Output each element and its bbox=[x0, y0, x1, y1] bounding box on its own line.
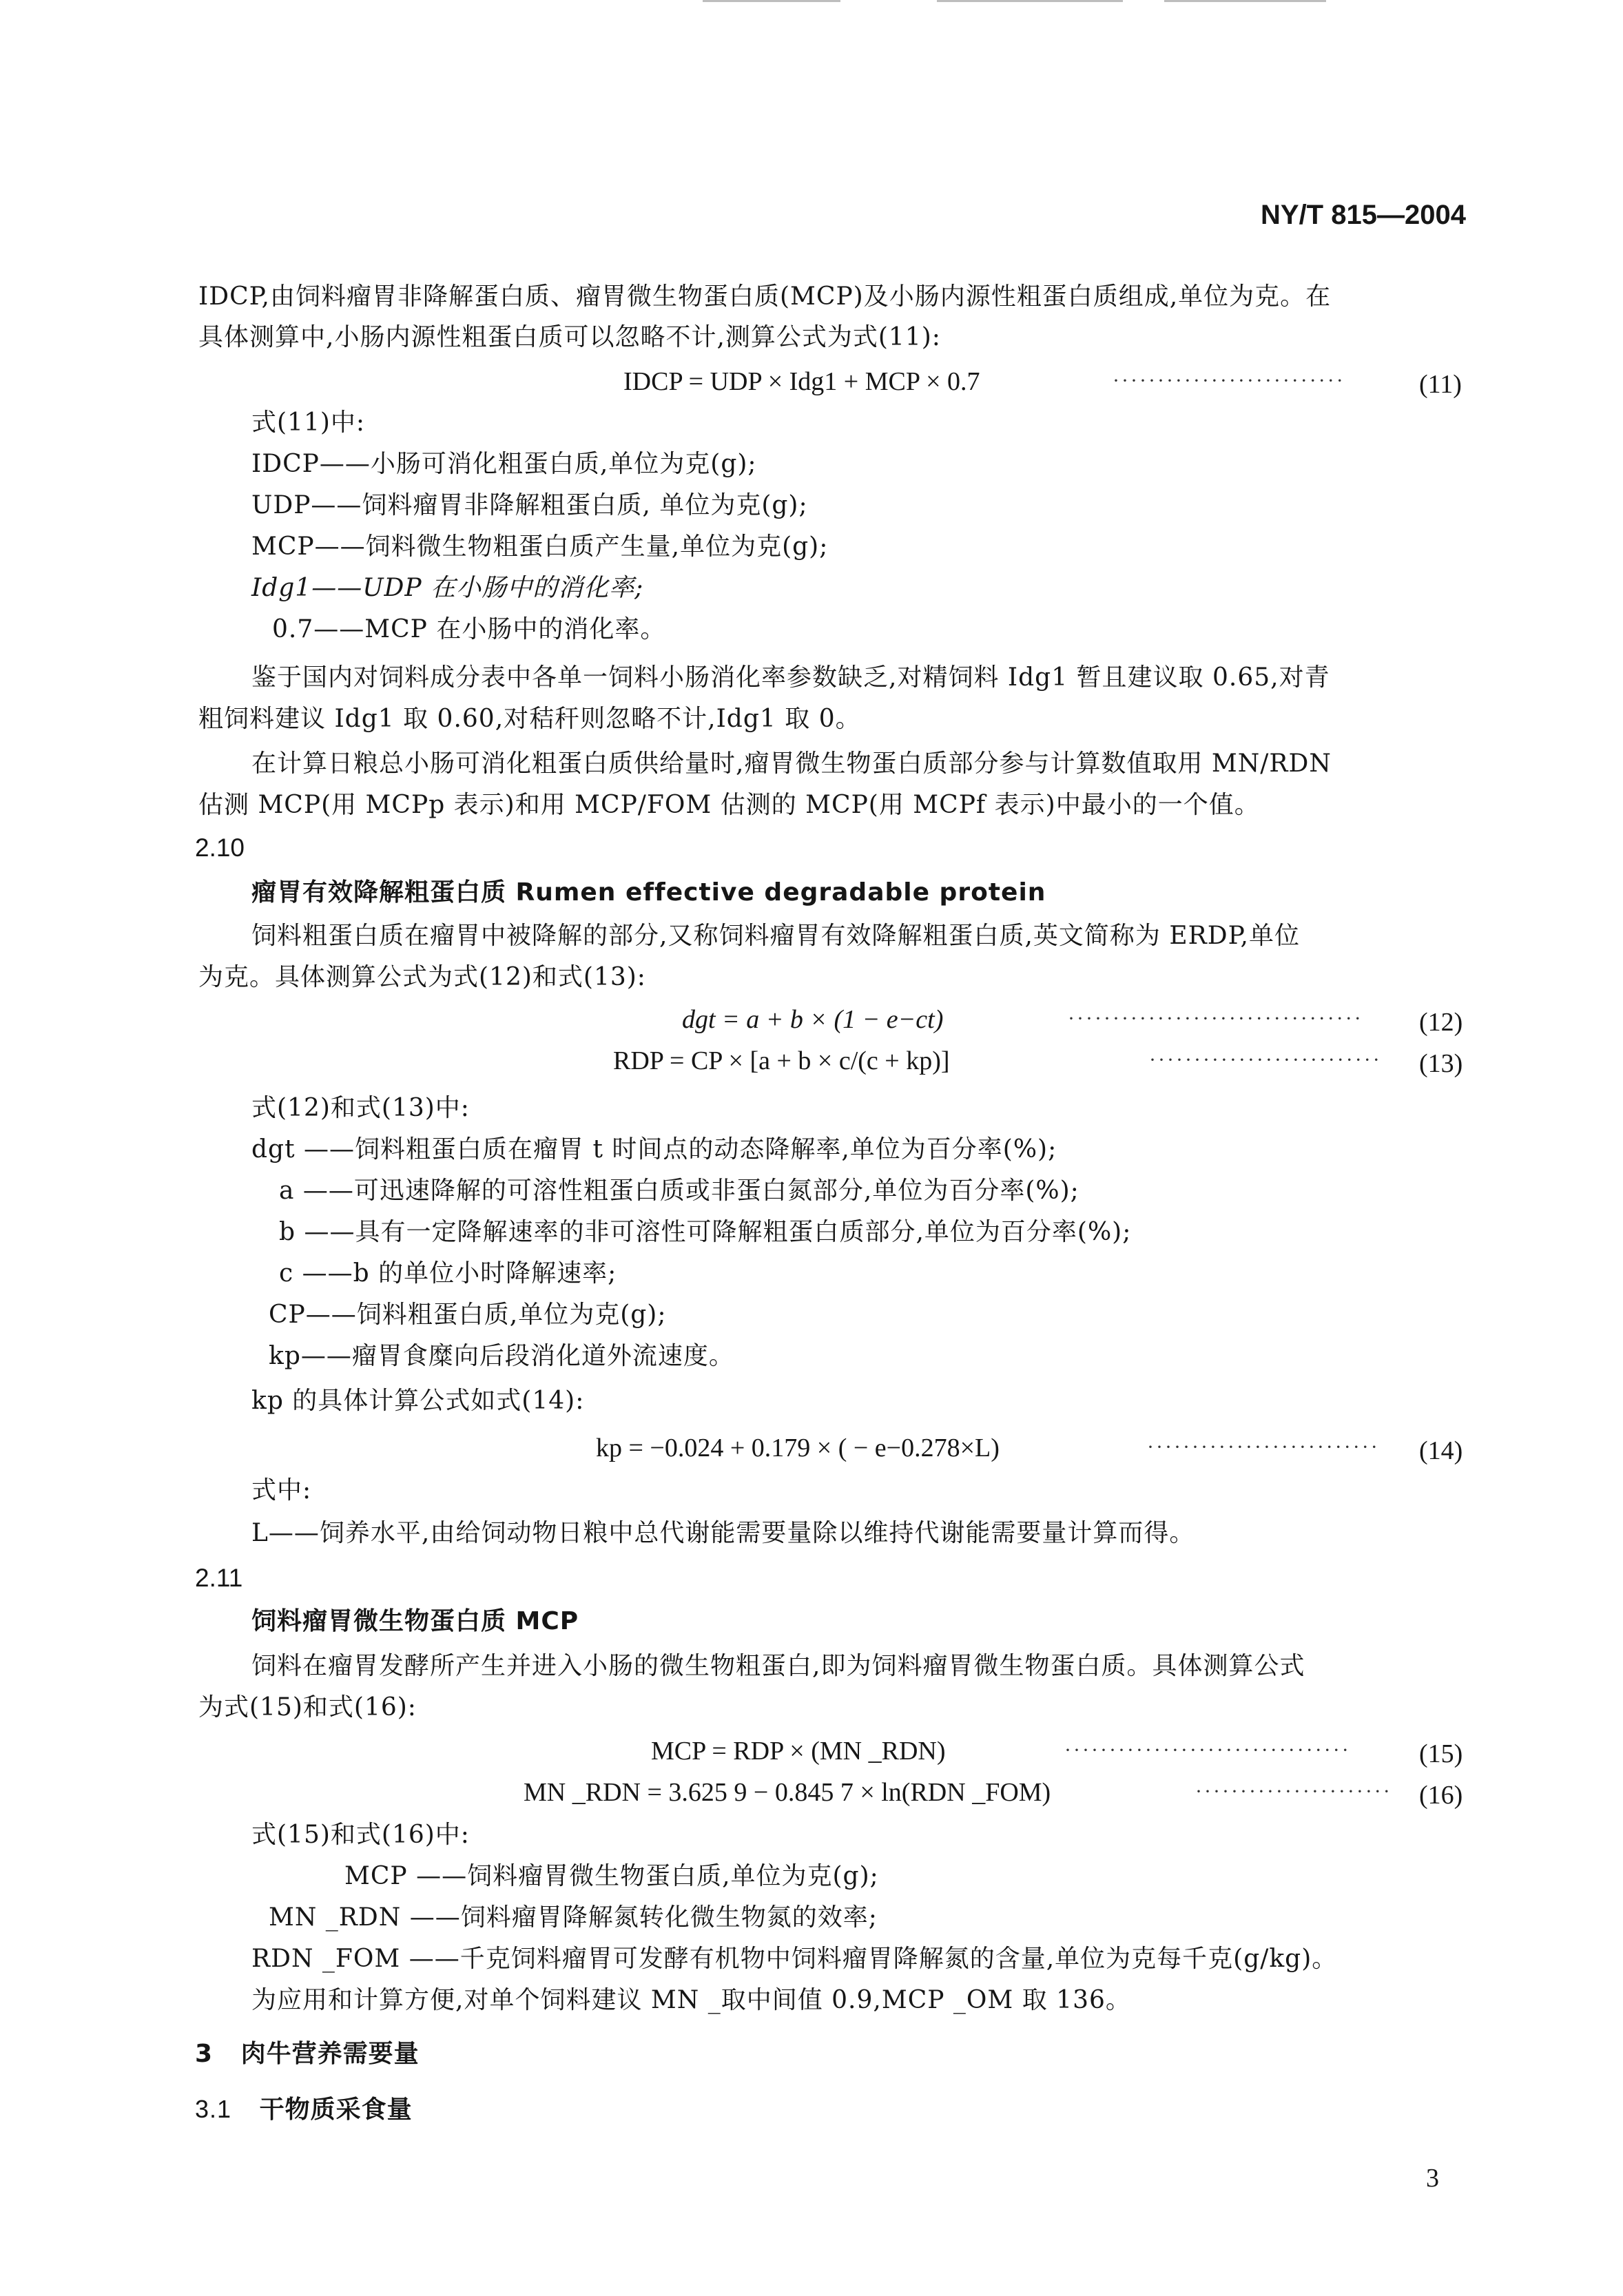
equation-number: (14) bbox=[1419, 1436, 1463, 1465]
definition-item: Idg1——UDP 在小肠中的消化率; bbox=[251, 574, 644, 602]
paragraph-line: 饲料在瘤胃发酵所产生并进入小肠的微生物粗蛋白,即为饲料瘤胃微生物蛋白质。具体测算公式 bbox=[251, 1652, 1305, 1680]
subsection-title: 干物质采食量 bbox=[259, 2096, 413, 2124]
equation-number: (12) bbox=[1419, 1008, 1463, 1037]
definition-item: dgt ——饲料粗蛋白质在瘤胃 t 时间点的动态降解率,单位为百分率(%); bbox=[251, 1135, 1057, 1163]
dot-leader: ································· bbox=[1068, 1007, 1363, 1030]
section-number: 2.11 bbox=[195, 1564, 243, 1592]
dot-leader: ·························· bbox=[1147, 1436, 1380, 1458]
definition-item: RDN _FOM ——千克饲料瘤胃可发酵有机物中饲料瘤胃降解氮的含量,单位为克每千克(g/kg)。 bbox=[251, 1945, 1338, 1973]
definition-item: c ——b 的单位小时降解速率; bbox=[279, 1259, 617, 1287]
definition-item: MN _RDN ——饲料瘤胃降解氮转化微生物氮的效率; bbox=[269, 1903, 878, 1932]
definition-item: CP——饲料粗蛋白质,单位为克(g); bbox=[269, 1301, 667, 1329]
paragraph-line: IDCP,由饲料瘤胃非降解蛋白质、瘤胃微生物蛋白质(MCP)及小肠内源性粗蛋白质组成,单位为克。在 bbox=[198, 282, 1332, 311]
where-heading: 式(12)和式(13)中: bbox=[251, 1094, 470, 1122]
scan-line bbox=[1164, 0, 1326, 2]
paragraph-line: 估测 MCP(用 MCPp 表示)和用 MCP/FOM 估测的 MCP(用 MCPf 表示)中最小的一个值。 bbox=[198, 791, 1260, 819]
definition-item: L——饲养水平,由给饲动物日粮中总代谢能需要量除以维持代谢能需要量计算而得。 bbox=[251, 1519, 1195, 1547]
definition-item: MCP ——饲料瘤胃微生物蛋白质,单位为克(g); bbox=[344, 1862, 879, 1890]
page-number: 3 bbox=[1426, 2164, 1439, 2193]
paragraph-line: 具体测算中,小肠内源性粗蛋白质可以忽略不计,测算公式为式(11): bbox=[198, 323, 941, 351]
section-title: 瘤胃有效降解粗蛋白质 Rumen effective degradable protein bbox=[251, 878, 1046, 907]
definition-item: MCP——饲料微生物粗蛋白质产生量,单位为克(g); bbox=[251, 532, 829, 561]
equation-number: (15) bbox=[1419, 1739, 1463, 1768]
paragraph-line: 在计算日粮总小肠可消化粗蛋白质供给量时,瘤胃微生物蛋白质部分参与计算数值取用 MN/RDN bbox=[251, 749, 1332, 778]
where-heading: 式(11)中: bbox=[251, 408, 366, 437]
equation-number: (13) bbox=[1419, 1049, 1463, 1078]
paragraph-line: 为克。具体测算公式为式(12)和式(13): bbox=[198, 963, 646, 991]
definition-item: 0.7——MCP 在小肠中的消化率。 bbox=[272, 615, 666, 643]
paragraph-line: 鉴于国内对饲料成分表中各单一饲料小肠消化率参数缺乏,对精饲料 Idg1 暂且建议取 0.65,对青 bbox=[251, 663, 1330, 692]
definition-item: UDP——饲料瘤胃非降解粗蛋白质, 单位为克(g); bbox=[251, 491, 808, 519]
paragraph-line: 为式(15)和式(16): bbox=[198, 1693, 417, 1721]
chapter-heading bbox=[195, 2038, 420, 2071]
paragraph-line: kp 的具体计算公式如式(14): bbox=[251, 1387, 585, 1415]
equation-number: (11) bbox=[1419, 370, 1462, 399]
dot-leader: ······················ bbox=[1195, 1780, 1392, 1803]
standard-number: NY/T 815—2004 bbox=[1261, 200, 1466, 230]
definition-item: a ——可迅速降解的可溶性粗蛋白质或非蛋白氮部分,单位为百分率(%); bbox=[279, 1177, 1079, 1205]
definition-item: IDCP——小肠可消化粗蛋白质,单位为克(g); bbox=[251, 450, 757, 478]
equation-14: kp = −0.024 + 0.179 × ( − e−0.278×L) bbox=[596, 1434, 1000, 1462]
where-heading: 式(15)和式(16)中: bbox=[251, 1821, 470, 1849]
dot-leader: ································ bbox=[1064, 1739, 1351, 1761]
definition-item: b ——具有一定降解速率的非可溶性可降解粗蛋白质部分,单位为百分率(%); bbox=[279, 1218, 1132, 1246]
paragraph-line: 粗饲料建议 Idg1 取 0.60,对秸秆则忽略不计,Idg1 取 0。 bbox=[198, 705, 861, 733]
scan-line bbox=[937, 0, 1123, 2]
section-number: 2.10 bbox=[195, 834, 245, 862]
equation-number: (16) bbox=[1419, 1781, 1463, 1810]
equation-13: RDP = CP × [a + b × c/(c + kp)] bbox=[613, 1046, 950, 1075]
equation-12: dgt = a + b × (1 − e−ct) bbox=[682, 1005, 944, 1034]
subsection-heading bbox=[195, 2093, 413, 2127]
dot-leader: ·························· bbox=[1113, 369, 1345, 392]
where-heading: 式中: bbox=[251, 1476, 312, 1504]
scan-line bbox=[703, 0, 840, 2]
equation-11: IDCP = UDP × Idg1 + MCP × 0.7 bbox=[623, 367, 980, 396]
chapter-title: 肉牛营养需要量 bbox=[240, 2040, 420, 2068]
paragraph-line: 饲料粗蛋白质在瘤胃中被降解的部分,又称饲料瘤胃有效降解粗蛋白质,英文简称为 ERDP,单位 bbox=[251, 922, 1300, 950]
paragraph-line: 为应用和计算方便,对单个饲料建议 MN _取中间值 0.9,MCP _OM 取 136。 bbox=[251, 1986, 1131, 2014]
equation-16: MN _RDN = 3.625 9 − 0.845 7 × ln(RDN _FOM) bbox=[524, 1778, 1051, 1807]
section-title: 饲料瘤胃微生物蛋白质 MCP bbox=[251, 1607, 579, 1635]
chapter-number: 3 bbox=[195, 2040, 214, 2068]
dot-leader: ·························· bbox=[1149, 1048, 1382, 1071]
definition-item: kp——瘤胃食糜向后段消化道外流速度。 bbox=[269, 1342, 734, 1370]
subsection-number: 3.1 bbox=[195, 2095, 232, 2123]
equation-15: MCP = RDP × (MN _RDN) bbox=[651, 1737, 946, 1766]
